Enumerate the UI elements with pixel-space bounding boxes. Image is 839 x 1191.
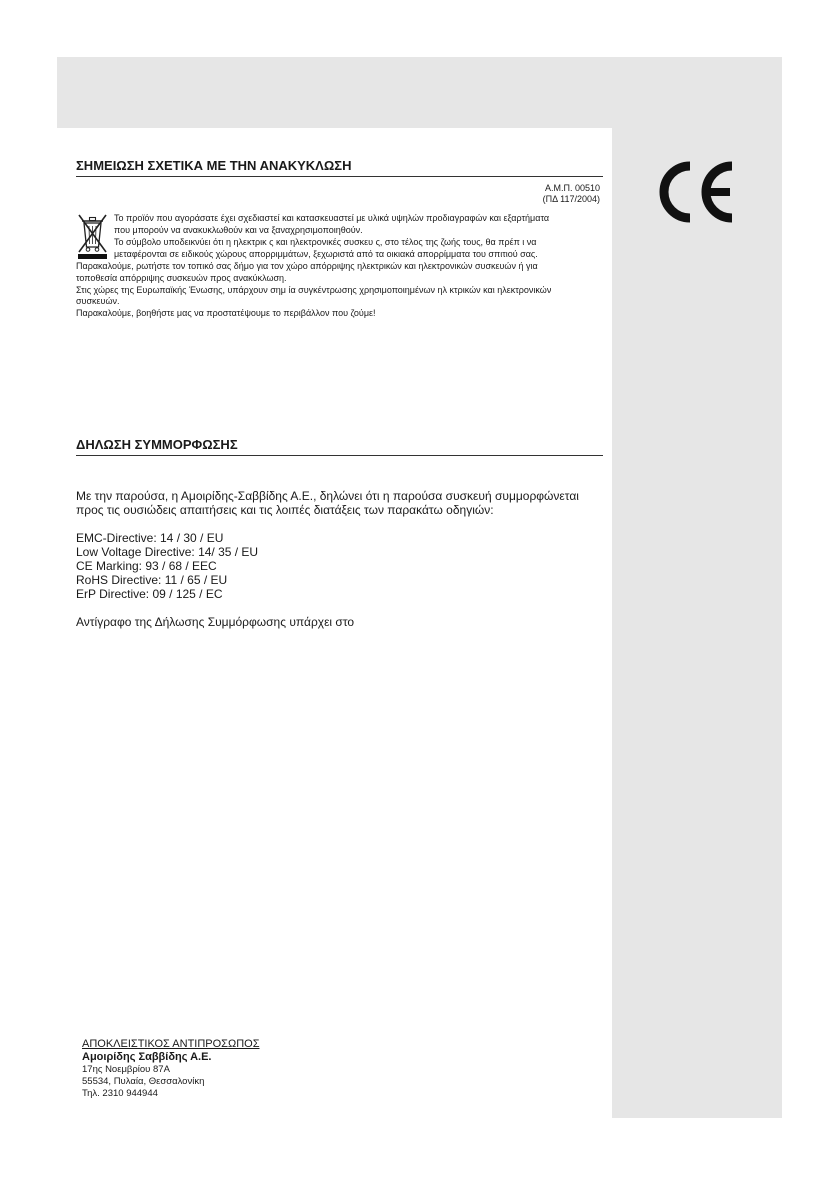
representative-title: ΑΠΟΚΛΕΙΣΤΙΚΟΣ ΑΝΤΙΠΡΟΣΩΠΟΣ xyxy=(82,1038,260,1050)
representative-phone: Τηλ. 2310 944944 xyxy=(82,1088,158,1099)
registration-number: Α.Μ.Π. 00510 xyxy=(544,183,600,193)
conformity-heading: ΔΗΛΩΣΗ ΣΥΜΜΟΡΦΩΣΗΣ xyxy=(76,437,603,456)
conformity-intro-line: Με την παρούσα, η Αμοιρίδης-Σαββίδης Α.Ε., δηλώνει ότι η παρούσα συσκευή συμμορφώνεται xyxy=(76,489,579,503)
recycling-line: Παρακαλούμε, βοηθήστε μας να προστατέψουμε το περιβάλλον που ζούμε! xyxy=(76,308,376,318)
recycling-line: που μπορούν να ανακυκλωθούν και να ξαναχρησιμοποιηθούν. xyxy=(114,225,363,235)
decree-reference: (ΠΔ 117/2004) xyxy=(542,194,600,204)
directive-item: ErP Directive: 09 / 125 / EC xyxy=(76,587,223,601)
registration-info xyxy=(543,183,600,205)
recycling-line: συσκευών. xyxy=(76,296,120,306)
conformity-intro-line: προς τις ουσιώδεις απαιτήσεις και τις λοιπές διατάξεις των παρακάτω οδηγιών: xyxy=(76,503,494,517)
recycling-line: Το προϊόν που αγοράσατε έχει σχεδιαστεί και κατασκευαστεί με υλικά υψηλών προδιαγραφών και εξαρτήματα xyxy=(114,213,550,223)
recycling-line: μεταφέρονται σε ειδικούς χώρους απορριμμάτων, ξεχωριστά από τα οικιακά απορρίμματα του σπιτιού σας. xyxy=(114,249,538,259)
representative-company: Αμοιρίδης Σαββίδης Α.Ε. xyxy=(82,1051,212,1063)
ce-marking-icon xyxy=(658,160,736,224)
directive-item: RoHS Directive: 11 / 65 / EU xyxy=(76,573,228,587)
directive-item: CE Marking: 93 / 68 / EEC xyxy=(76,559,217,573)
recycling-heading: ΣΗΜΕΙΩΣΗ ΣΧΕΤΙΚΑ ΜΕ ΤΗΝ ΑΝΑΚΥΚΛΩΣΗ xyxy=(76,158,603,177)
representative-address-street: 17ης Νοεμβρίου 87Α xyxy=(82,1064,170,1075)
recycling-line: Παρακαλούμε, ρωτήστε τον τοπικό σας δήμο για τον χώρο απόρριψης ηλεκτρικών και ηλεκτρονικών συσκευών ή για xyxy=(76,261,538,271)
declaration-copy-note: Αντίγραφο της Δήλωσης Συμμόρφωσης υπάρχει στο xyxy=(76,615,355,629)
representative-address-city: 55534, Πυλαία, Θεσσαλονίκη xyxy=(82,1076,205,1087)
recycling-line: Στις χώρες της Ευρωπαϊκής Ένωσης, υπάρχουν σημ ία συγκέντρωσης χρησιμοποιημένων ηλ κτρικών και ηλεκτρονικών xyxy=(76,285,552,295)
weee-crossed-bin-icon xyxy=(77,211,108,259)
directive-item: Low Voltage Directive: 14/ 35 / EU xyxy=(76,545,259,559)
recycling-line: τοποθεσία απόρριψης συσκευών προς ανακύκλωση. xyxy=(76,273,287,283)
representative-block xyxy=(82,1038,260,1100)
recycling-line: Το σύμβολο υποδεικνύει ότι η ηλεκτρικ ς και ηλεκτρονικές συσκευ ς, στο τέλος της ζωής τους, θα πρέπ ι να xyxy=(114,237,537,247)
directive-item: EMC-Directive: 14 / 30 / EU xyxy=(76,531,224,545)
